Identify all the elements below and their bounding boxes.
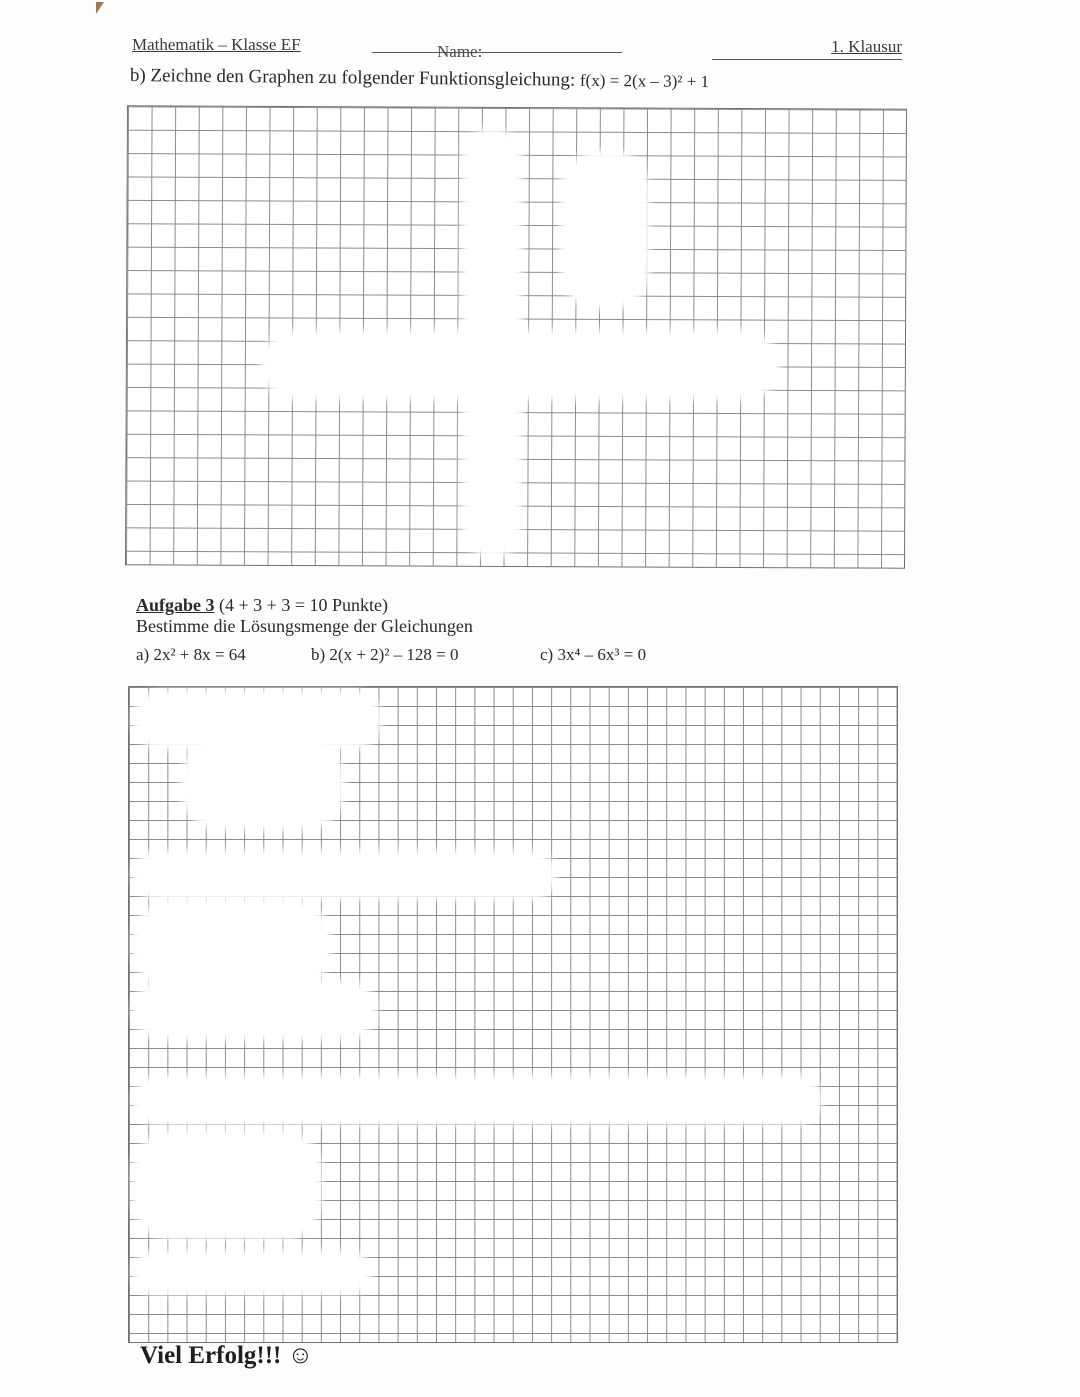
equation-c: c) 3x⁴ – 6x³ = 0: [540, 645, 647, 664]
aufgabe-3: [136, 595, 473, 637]
erased-area: [132, 1075, 822, 1125]
erased-area: [180, 740, 345, 830]
exam-header: [132, 35, 902, 65]
task-b-instruction: [130, 65, 709, 93]
name-label: Name:: [437, 42, 483, 61]
farewell-message: Viel Erfolg!!! ☺: [140, 1342, 314, 1369]
name-underline: [372, 52, 622, 53]
task-b-formula: f(x) = 2(x – 3)² + 1: [579, 70, 710, 92]
erased-area: [132, 900, 332, 990]
exam-label: 1. Klausur: [831, 37, 902, 56]
task-b-text: b) Zeichne den Graphen zu folgender Funktionsgleichung:: [129, 65, 576, 91]
header-underline: [712, 59, 902, 60]
erased-area: [132, 1250, 372, 1295]
aufgabe-3-title: Aufgabe 3: [136, 595, 215, 615]
subject-label: Mathematik – Klasse EF: [132, 35, 301, 54]
equation-b: b) 2(x + 2)² – 128 = 0: [311, 645, 459, 664]
erased-area: [132, 980, 377, 1040]
aufgabe-3-points: (4 + 3 + 3 = 10 Punkte): [219, 595, 388, 615]
erased-area: [132, 850, 557, 900]
erased-area: [260, 330, 780, 400]
aufgabe-3-instruction: Bestimme die Lösungsmenge der Gleichungen: [136, 616, 473, 636]
corner-mark: [96, 2, 104, 14]
erased-area: [560, 150, 650, 310]
erased-area: [132, 1130, 322, 1240]
equation-a: a) 2x² + 8x = 64: [136, 645, 246, 664]
